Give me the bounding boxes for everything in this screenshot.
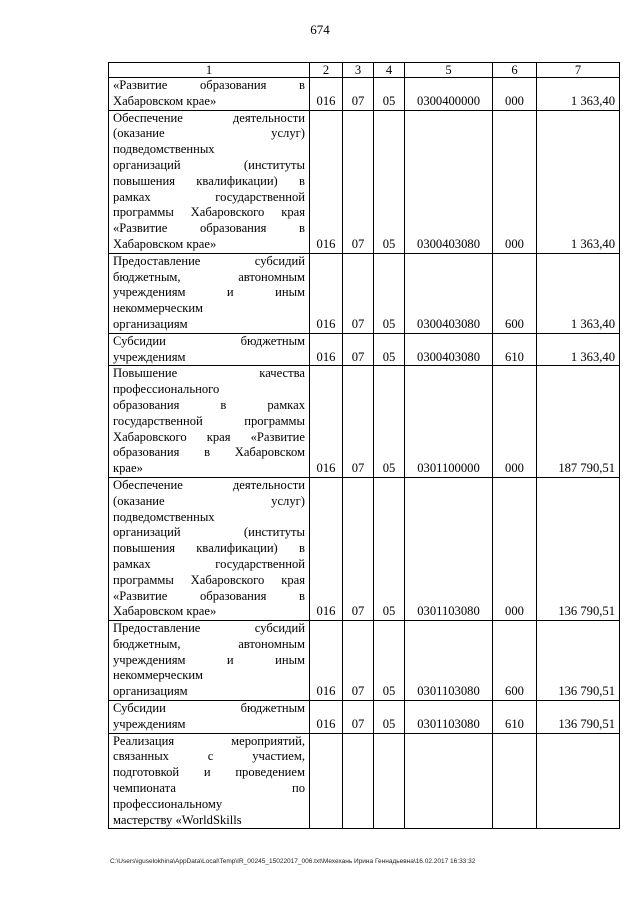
description-line: некоммерческим — [113, 668, 204, 683]
description-line: Субсидии бюджетным — [113, 333, 305, 348]
ministry-code: 016 — [310, 110, 343, 253]
target-article-code: 0300400000 — [405, 78, 493, 111]
description-line: чемпионата по — [113, 781, 305, 796]
description-line: Повышение качества — [113, 366, 305, 381]
expense-type-code: 600 — [493, 253, 537, 333]
description-line: связанных с участием, — [113, 749, 305, 764]
table-row — [109, 701, 620, 734]
description-line: организациям — [113, 684, 188, 699]
description-line: учреждениям — [113, 349, 186, 364]
expense-type-code: 610 — [493, 701, 537, 734]
amount: 1 363,40 — [537, 110, 620, 253]
description-line: бюджетным, автономным — [113, 636, 305, 651]
ministry-code: 016 — [310, 78, 343, 111]
row-description — [109, 253, 310, 333]
table-row — [109, 78, 620, 111]
column-header: 5 — [405, 63, 493, 78]
column-header: 2 — [310, 63, 343, 78]
description-line: мастерству «WorldSkills — [113, 812, 242, 827]
table-row — [109, 733, 620, 829]
subsection-code: 05 — [374, 110, 405, 253]
description-line: подготовкой и проведением — [113, 765, 305, 780]
description-line: подведомственных — [113, 142, 215, 157]
description-line: программы Хабаровского края — [113, 205, 305, 220]
amount: 136 790,51 — [537, 621, 620, 701]
column-header: 7 — [537, 63, 620, 78]
section-code: 07 — [343, 477, 374, 620]
ministry-code: 016 — [310, 366, 343, 478]
header-row — [109, 63, 620, 78]
description-line: государственной программы — [113, 413, 305, 428]
target-article-code: 0300403080 — [405, 110, 493, 253]
description-line: бюджетным, автономным — [113, 269, 305, 284]
expense-type-code — [493, 733, 537, 829]
description-line: Хабаровском крае» — [113, 604, 217, 619]
amount: 136 790,51 — [537, 701, 620, 734]
section-code: 07 — [343, 333, 374, 366]
amount: 187 790,51 — [537, 366, 620, 478]
ministry-code: 016 — [310, 333, 343, 366]
row-description — [109, 78, 310, 111]
description-line: профессионального — [113, 382, 220, 397]
description-line: подведомственных — [113, 509, 215, 524]
subsection-code: 05 — [374, 701, 405, 734]
row-description — [109, 621, 310, 701]
row-description — [109, 733, 310, 829]
subsection-code: 05 — [374, 621, 405, 701]
section-code: 07 — [343, 78, 374, 111]
target-article-code: 0301103080 — [405, 477, 493, 620]
expense-type-code: 600 — [493, 621, 537, 701]
description-line: образования в рамках — [113, 397, 305, 412]
description-line: организаций (институты — [113, 157, 305, 172]
amount: 1 363,40 — [537, 333, 620, 366]
table-row — [109, 366, 620, 478]
budget-table — [108, 62, 620, 829]
target-article-code: 0300403080 — [405, 333, 493, 366]
section-code: 07 — [343, 110, 374, 253]
description-line: организаций (институты — [113, 525, 305, 540]
table-row — [109, 110, 620, 253]
subsection-code: 05 — [374, 253, 405, 333]
description-line: рамках государственной — [113, 189, 305, 204]
description-line: «Развитие образования в — [113, 78, 305, 92]
section-code: 07 — [343, 621, 374, 701]
table-row — [109, 621, 620, 701]
subsection-code: 05 — [374, 477, 405, 620]
subsection-code: 05 — [374, 366, 405, 478]
section-code — [343, 733, 374, 829]
target-article-code: 0301103080 — [405, 701, 493, 734]
description-line: Предоставление субсидий — [113, 621, 305, 636]
expense-type-code: 000 — [493, 366, 537, 478]
section-code: 07 — [343, 701, 374, 734]
table-row — [109, 253, 620, 333]
description-line: Обеспечение деятельности — [113, 110, 305, 125]
amount: 136 790,51 — [537, 477, 620, 620]
page-number: 674 — [310, 22, 330, 37]
amount: 1 363,40 — [537, 253, 620, 333]
description-line: повышения квалификации) в — [113, 173, 305, 188]
ministry-code: 016 — [310, 253, 343, 333]
target-article-code — [405, 733, 493, 829]
description-line: крае» — [113, 461, 143, 476]
file-path-footer: C:\Users\iguselokhina\AppData\Local\Temp\IR_00245_15022017_006.txt\Мехехань Ирина Геннадьевна\16.02.2017 16:33:32 — [110, 858, 476, 865]
row-description — [109, 701, 310, 734]
description-line: Хабаровском крае» — [113, 236, 217, 251]
subsection-code: 05 — [374, 333, 405, 366]
description-line: учреждениям и иным — [113, 285, 305, 300]
description-line: Хабаровском крае» — [113, 93, 217, 108]
description-line: профессиональному — [113, 796, 223, 811]
table-body — [109, 78, 620, 829]
description-line: Обеспечение деятельности — [113, 477, 305, 492]
table-row — [109, 477, 620, 620]
description-line: «Развитие образования в — [113, 221, 305, 236]
target-article-code: 0301100000 — [405, 366, 493, 478]
description-line: (оказание услуг) — [113, 493, 305, 508]
description-line: Реализация мероприятий, — [113, 733, 305, 748]
target-article-code: 0301103080 — [405, 621, 493, 701]
column-header: 1 — [109, 63, 310, 78]
description-line: повышения квалификации) в — [113, 541, 305, 556]
expense-type-code: 000 — [493, 110, 537, 253]
row-description — [109, 366, 310, 478]
amount: 1 363,40 — [537, 78, 620, 111]
ministry-code: 016 — [310, 701, 343, 734]
ministry-code — [310, 733, 343, 829]
description-line: Субсидии бюджетным — [113, 701, 305, 716]
description-line: рамках государственной — [113, 556, 305, 571]
description-line: некоммерческим — [113, 301, 204, 316]
row-description — [109, 477, 310, 620]
description-line: «Развитие образования в — [113, 588, 305, 603]
row-description — [109, 110, 310, 253]
description-line: учреждениям и иным — [113, 652, 305, 667]
subsection-code — [374, 733, 405, 829]
column-header: 6 — [493, 63, 537, 78]
column-header: 4 — [374, 63, 405, 78]
description-line: (оказание услуг) — [113, 126, 305, 141]
expense-type-code: 000 — [493, 477, 537, 620]
description-line: организациям — [113, 316, 188, 331]
expense-type-code: 000 — [493, 78, 537, 111]
column-header: 3 — [343, 63, 374, 78]
description-line: программы Хабаровского края — [113, 572, 305, 587]
description-line: Предоставление субсидий — [113, 253, 305, 268]
table-row — [109, 333, 620, 366]
ministry-code: 016 — [310, 477, 343, 620]
ministry-code: 016 — [310, 621, 343, 701]
row-description — [109, 333, 310, 366]
description-line: Хабаровского края «Развитие — [113, 429, 305, 444]
section-code: 07 — [343, 366, 374, 478]
expense-type-code: 610 — [493, 333, 537, 366]
target-article-code: 0300403080 — [405, 253, 493, 333]
description-line: образования в Хабаровском — [113, 445, 305, 460]
amount — [537, 733, 620, 829]
description-line: учреждениям — [113, 716, 186, 731]
subsection-code: 05 — [374, 78, 405, 111]
section-code: 07 — [343, 253, 374, 333]
